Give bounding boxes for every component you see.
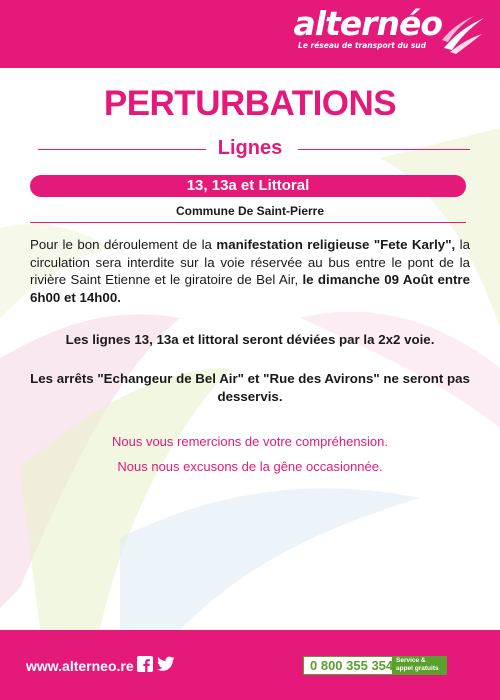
website-link[interactable]: www.alterneo.re: [26, 658, 134, 674]
section-heading: Lignes: [217, 137, 283, 159]
divider-line-commune: [30, 222, 466, 223]
page-title: PERTURBATIONS: [103, 84, 397, 123]
alterneo-logo: [286, 6, 486, 62]
thanks-line-1: Nous vous remercions de votre compréhension.: [111, 434, 389, 449]
divider-line-right: [298, 149, 470, 150]
notice-paragraph-details: [30, 236, 470, 306]
p1-event-name: manifestation religieuse "Fete Karly",: [216, 237, 456, 252]
twitter-icon[interactable]: [157, 656, 175, 672]
phone-note-badge: Service & appel gratuits: [393, 656, 447, 675]
thanks-line-2: Nous nous excusons de la gêne occasionnée.: [117, 459, 383, 474]
p1-part-a: Pour le bon déroulement de la: [30, 237, 217, 252]
logo-wordmark: alternéo: [293, 4, 442, 43]
notice-paragraph-stops: Les arrêts "Echangeur de Bel Air" et "Rue des Avirons" ne seront pas desservis.: [30, 371, 470, 404]
p1-part-c: la circulation sera interdite sur la voie réservée au bus entre le pont de la rivière Saint Etienne et le giratoire de Bel Air,: [30, 237, 471, 287]
free-phone-number[interactable]: [303, 656, 447, 675]
social-icons: [137, 656, 175, 672]
lines-banner: 13, 13a et Littoral: [30, 175, 466, 197]
notice-paragraph-detour: Les lignes 13, 13a et littoral seront déviées par la 2x2 voie.: [65, 332, 435, 347]
phone-number-text: 0 800 355 354: [303, 656, 393, 675]
facebook-icon[interactable]: [137, 656, 153, 672]
leaf-swoosh-icon: [440, 14, 486, 54]
commune-label: Commune De Saint-Pierre: [175, 204, 325, 218]
header-banner: [0, 0, 500, 68]
logo-tagline: Le réseau de transport du sud: [298, 41, 426, 50]
p1-date: le dimanche 09 Août entre 6h00 et 14h00.: [30, 272, 470, 305]
